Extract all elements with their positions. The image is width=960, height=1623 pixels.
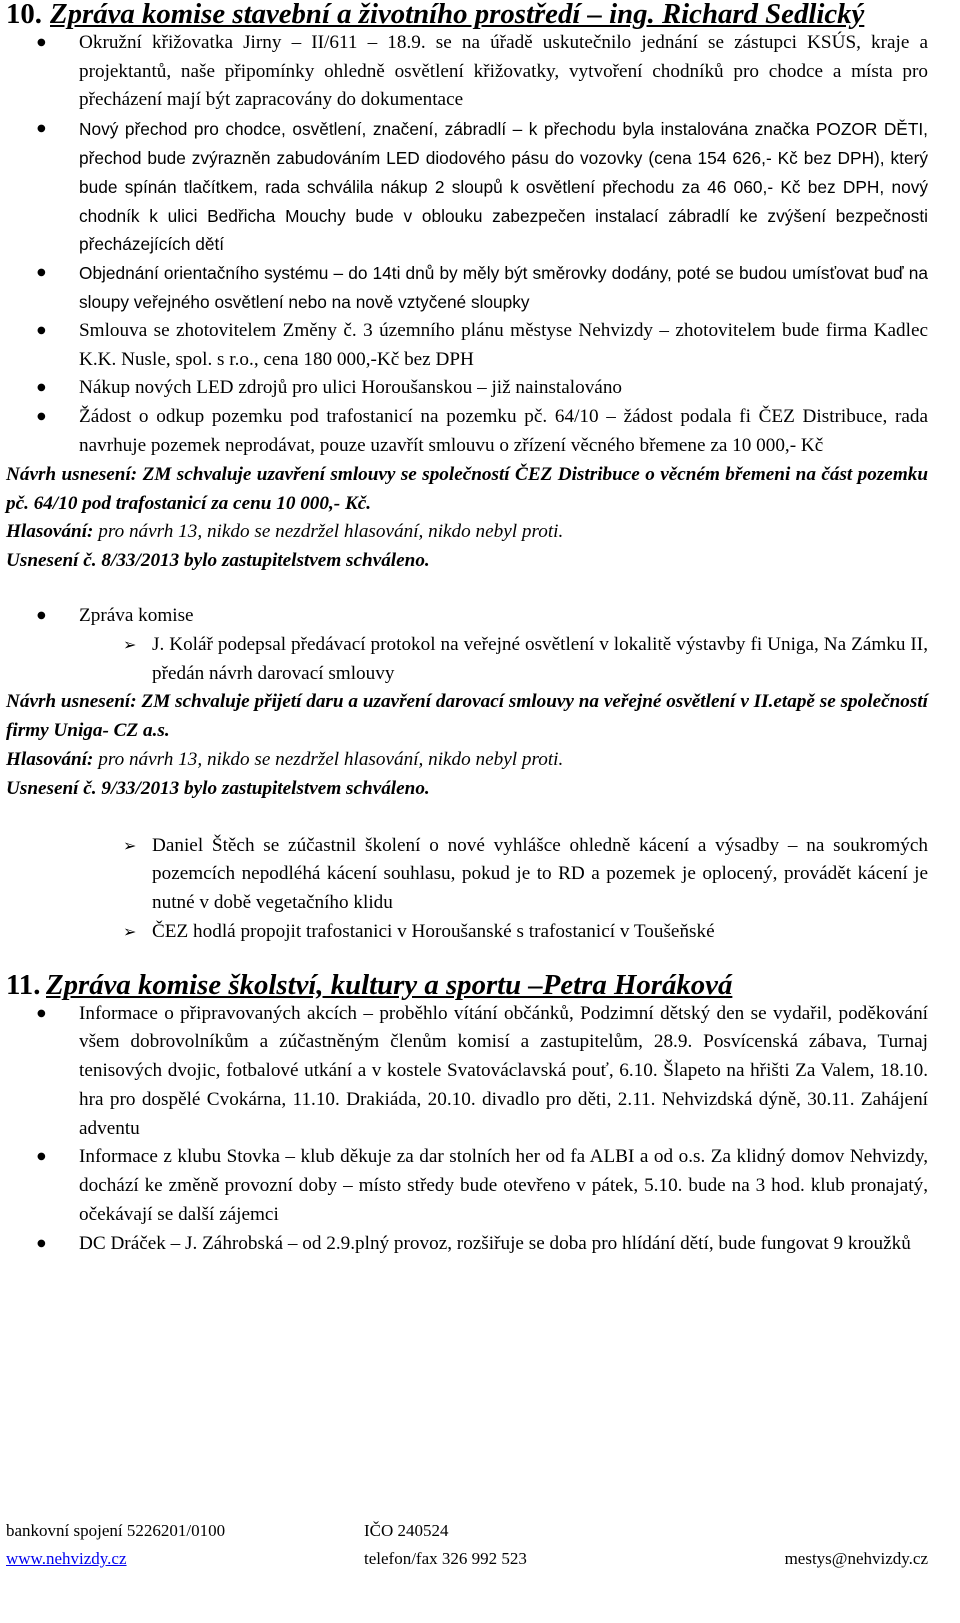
phone-fax: telefon/fax 326 992 523 <box>364 1549 527 1568</box>
result-label: Usnesení č. <box>6 550 97 572</box>
result-label: Usnesení č. <box>6 777 97 799</box>
list-item: ● Nový přechod pro chodce, osvětlení, značení, zábradlí – k přechodu byla instalována značka POZOR DĚTI, přechod bude zvýrazněn zabudováním LED diodového pásu do vozovky (cena 154 626,- Kč bez DPH), který bude spínán tlačítkem, rada schválila nákup 2 sloupů k osvětlení přechodu za 46 060,- Kč bez DPH, nový chodník k ulici Bedřicha Mouchy bude v oblouku zabezpečen instalací zábradlí ke zvýšení bezpečnosti přecházejících dětí <box>6 115 928 259</box>
report-list <box>6 602 928 631</box>
list-item: ● Nákup nových LED zdrojů pro ulici Horoušanskou – již nainstalováno <box>6 374 928 403</box>
list-item: ● Smlouva se zhotovitelem Změny č. 3 územního plánu městyse Nehvizdy – zhotovitelem bude firma Kadlec K.K. Nusle, spol. s r.o., cena 180 000,-Kč bez DPH <box>6 317 928 375</box>
email-address: mestys@nehvizdy.cz <box>784 1549 928 1568</box>
resolution-result <box>6 775 928 804</box>
report-arrow-list <box>6 631 928 689</box>
resolution-proposal <box>6 688 928 746</box>
website-link[interactable]: www.nehvizdy.cz <box>6 1549 127 1568</box>
result-text: 8/33/2013 bylo zastupitelstvem schváleno. <box>101 550 430 572</box>
arrow-item: ➢ J. Kolář podepsal předávací protokol na veřejné osvětlení v lokalitě výstavby fi Uniga, Na Zámku II, předán návrh darovací smlouvy <box>6 631 928 689</box>
list-item: ● DC Dráček – J. Záhrobská – od 2.9.plný provoz, rozšiřuje se doba pro hlídání dětí, bude fungovat 9 kroužků <box>6 1230 928 1259</box>
arrow-item: ➢ Daniel Štěch se zúčastnil školení o nové vyhlášce ohledně kácení a výsadby – na soukromých pozemcích nepodléhá kácení souhlasu, pokud je to RD a pozemek je oplocený, provádět kácení je nutné v době vegetačního klidu <box>6 832 928 918</box>
list-item: ● Informace z klubu Stovka – klub děkuje za dar stolních her od fa ALBI a od o.s. Za klidný domov Nehvizdy, dochází ke změně provozní doby – místo středy bude otevřeno v pátek, 5.10. bude na 3 hod. klub pronajatý, očekávají se další zájemci <box>6 1143 928 1229</box>
arrow-item: ➢ ČEZ hodlá propojit trafostanici v Horoušanské s trafostanicí v Toušeňské <box>6 918 928 947</box>
section-10-list <box>6 29 928 461</box>
section-title: Zpráva komise stavební a životního prostředí – ing. Richard Sedlický <box>50 0 865 30</box>
resolution-label: Návrh usnesení: <box>6 463 138 485</box>
list-item: ● Žádost o odkup pozemku pod trafostanicí na pozemku pč. 64/10 – žádost podala fi ČEZ Distribuce, rada navrhuje pozemek neprodávat, pouze uzavřít smlouvu o zřízení věcného břemene za 10 000,- Kč <box>6 403 928 461</box>
list-item: ● Objednání orientačního systému – do 14ti dnů by měly být směrovky dodány, poté se budou umísťovat buď na sloupy veřejného osvětlení nebo na nově vztyčené sloupky <box>6 259 928 317</box>
page-footer <box>6 1517 928 1573</box>
section-number: 11. <box>6 968 41 1001</box>
vote-line <box>6 518 928 547</box>
section-11-heading <box>6 968 928 1001</box>
resolution-proposal <box>6 461 928 519</box>
resolution-label: Návrh usnesení: <box>6 691 137 713</box>
resolution-text: ZM schvaluje uzavření smlouvy se společností ČEZ Distribuce o věcném břemeni na část pozemku pč. 64/10 pod trafostanicí za cenu 10 000,- Kč. <box>6 463 929 514</box>
list-item: ● Informace o připravovaných akcích – proběhlo vítání občánků, Podzimní dětský den se vydařil, poděkování všem dobrovolníkům a zúčastněným členům komisí a zastupitelům, 28.9. Posvícenská zábava, Turnaj tenisových dvojic, fotbalové utkání a v kostele Svatováclavská pouť, 6.10. Šlapeto na hřišti Za Valem, 18.10. hra pro dospělé Cvokárna, 11.10. Drakiáda, 20.10. divadlo pro děti, 2.11. Nehvizdská dýně, 30.11. Zahájení adventu <box>6 1000 928 1144</box>
resolution-result <box>6 547 928 576</box>
vote-label: Hlasování: <box>6 521 94 543</box>
vote-text: pro návrh 13, nikdo se nezdržel hlasování, nikdo nebyl proti. <box>98 748 564 770</box>
section-11-list <box>6 1000 928 1259</box>
list-item: ● Zpráva komise <box>6 602 928 631</box>
section-10-heading <box>6 0 928 29</box>
list-item: ● Okružní křižovatka Jirny – II/611 – 18.9. se na úřadě uskutečnilo jednání se zástupci KSÚS, kraje a projektantů, naše připomínky ohledně osvětlení křižovatky, vytvoření chodníků pro chodce a místa pro přecházení mají být zapracovány do dokumentace <box>6 29 928 115</box>
info-arrow-list <box>6 832 928 947</box>
spacer <box>6 804 928 832</box>
document-page <box>6 0 928 1259</box>
vote-label: Hlasování: <box>6 748 94 770</box>
bank-account: bankovní spojení 5226201/0100 <box>6 1521 226 1540</box>
footer-row <box>6 1517 928 1545</box>
result-text: 9/33/2013 bylo zastupitelstvem schváleno. <box>101 777 430 799</box>
company-id: IČO 240524 <box>364 1521 449 1540</box>
resolution-text: ZM schvaluje přijetí daru a uzavření darovací smlouvy na veřejné osvětlení v II.etapě se společností firmy Uniga- CZ a.s. <box>6 691 928 742</box>
vote-text: pro návrh 13, nikdo se nezdržel hlasování, nikdo nebyl proti. <box>98 521 564 543</box>
vote-line <box>6 746 928 775</box>
section-number: 10. <box>6 0 42 30</box>
section-title: Zpráva komise školství, kultury a sportu –Petra Horáková <box>46 968 733 1001</box>
footer-row <box>6 1545 928 1573</box>
spacer <box>6 576 928 602</box>
